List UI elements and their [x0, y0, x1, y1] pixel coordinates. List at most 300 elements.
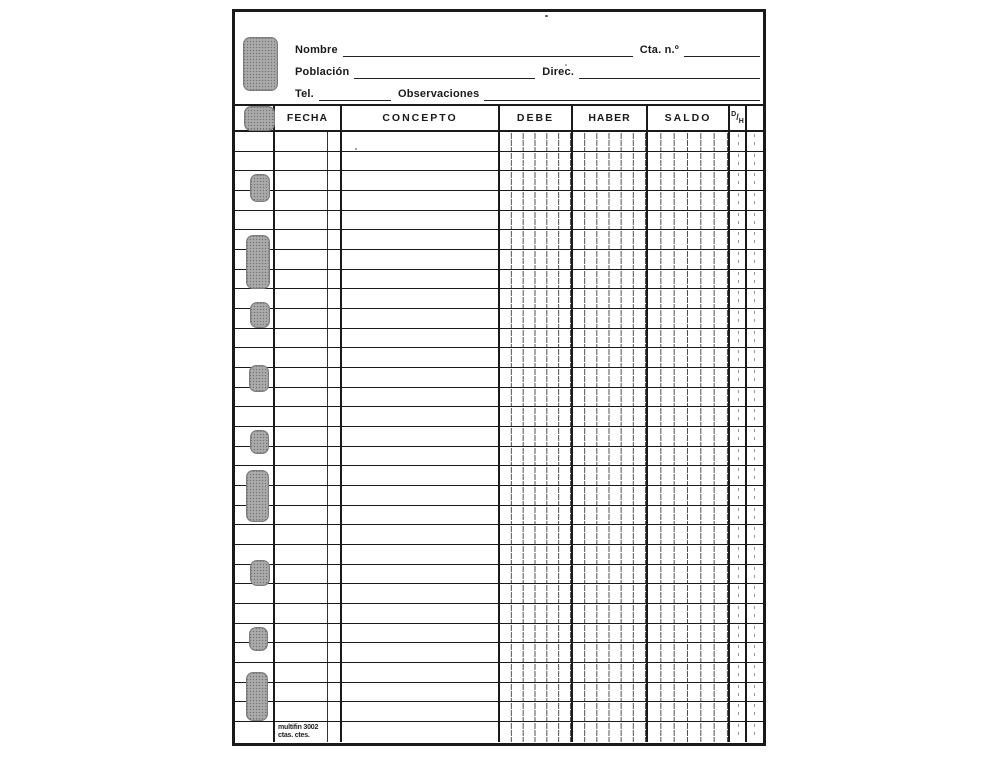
cell-debe	[500, 486, 573, 505]
ledger-row	[235, 545, 763, 565]
cell-hole	[235, 407, 275, 426]
cell-extra	[747, 702, 763, 721]
cell-debe	[500, 584, 573, 603]
ledger-row	[235, 663, 763, 683]
cell-dh	[730, 329, 747, 348]
cell-saldo	[648, 309, 730, 328]
dh-label	[731, 110, 744, 126]
cell-debe	[500, 565, 573, 584]
cell-fecha	[275, 604, 342, 623]
tel-field-line	[319, 88, 391, 101]
cell-fecha	[275, 270, 342, 289]
cell-saldo	[648, 211, 730, 230]
cell-dh	[730, 486, 747, 505]
cell-concepto	[342, 230, 500, 249]
cell-debe	[500, 545, 573, 564]
cell-fecha	[275, 250, 342, 269]
cell-concepto	[342, 329, 500, 348]
cell-fecha	[275, 309, 342, 328]
cell-extra	[747, 722, 763, 742]
cell-saldo	[648, 171, 730, 190]
footer-note-line1: multifin 3002	[278, 724, 319, 732]
cell-concepto	[342, 250, 500, 269]
cell-fecha	[275, 722, 342, 742]
cell-debe	[500, 466, 573, 485]
cell-hole	[235, 270, 275, 289]
cell-dh	[730, 309, 747, 328]
scan-speck	[355, 148, 357, 150]
cell-haber	[573, 506, 648, 525]
cell-haber	[573, 388, 648, 407]
cell-debe	[500, 270, 573, 289]
column-header-debe: DEBE	[500, 106, 573, 130]
cell-fecha	[275, 683, 342, 702]
column-header-fecha: FECHA	[275, 106, 342, 130]
cell-debe	[500, 250, 573, 269]
direc-label: Direc.	[542, 66, 575, 78]
cell-extra	[747, 132, 763, 151]
ledger-row	[235, 466, 763, 486]
cell-haber	[573, 250, 648, 269]
cell-debe	[500, 427, 573, 446]
cell-concepto	[342, 506, 500, 525]
cell-hole	[235, 447, 275, 466]
cell-dh	[730, 584, 747, 603]
ledger-row	[235, 211, 763, 231]
cell-extra	[747, 624, 763, 643]
cell-extra	[747, 171, 763, 190]
cell-debe	[500, 348, 573, 367]
ledger-row	[235, 152, 763, 172]
cell-fecha	[275, 624, 342, 643]
cell-fecha	[275, 427, 342, 446]
cell-hole	[235, 545, 275, 564]
ledger-body	[235, 132, 763, 743]
cell-dh	[730, 466, 747, 485]
cell-fecha	[275, 407, 342, 426]
ledger-row	[235, 624, 763, 644]
cell-extra	[747, 191, 763, 210]
cell-dh	[730, 132, 747, 151]
dh-slash: /	[736, 112, 739, 122]
cell-fecha	[275, 368, 342, 387]
cell-extra	[747, 289, 763, 308]
cell-concepto	[342, 643, 500, 662]
cell-hole	[235, 663, 275, 682]
cell-debe	[500, 171, 573, 190]
cell-saldo	[648, 447, 730, 466]
cell-concepto	[342, 447, 500, 466]
footer-note-line2: ctas. ctes.	[278, 731, 310, 739]
cell-haber	[573, 289, 648, 308]
cell-dh	[730, 663, 747, 682]
cell-concepto	[342, 132, 500, 151]
table-header-row	[235, 104, 763, 132]
cell-debe	[500, 525, 573, 544]
cell-saldo	[648, 604, 730, 623]
cell-haber	[573, 191, 648, 210]
scan-speck	[565, 64, 567, 66]
cell-fecha	[275, 329, 342, 348]
ledger-row	[235, 604, 763, 624]
cell-extra	[747, 250, 763, 269]
cell-debe	[500, 643, 573, 662]
direc-field-line	[579, 66, 760, 79]
ledger-row	[235, 486, 763, 506]
cell-concepto	[342, 702, 500, 721]
ledger-row	[235, 447, 763, 467]
cell-haber	[573, 702, 648, 721]
cell-haber	[573, 683, 648, 702]
cell-fecha	[275, 506, 342, 525]
cell-extra	[747, 230, 763, 249]
ledger-row	[235, 427, 763, 447]
cell-saldo	[648, 466, 730, 485]
cell-dh	[730, 388, 747, 407]
cell-fecha	[275, 663, 342, 682]
cell-hole	[235, 368, 275, 387]
cell-haber	[573, 329, 648, 348]
cell-hole	[235, 171, 275, 190]
cell-hole	[235, 624, 275, 643]
cell-hole	[235, 348, 275, 367]
cell-fecha	[275, 466, 342, 485]
cell-debe	[500, 702, 573, 721]
cell-concepto	[342, 545, 500, 564]
cell-fecha	[275, 152, 342, 171]
cell-saldo	[648, 152, 730, 171]
cell-extra	[747, 466, 763, 485]
cell-extra	[747, 329, 763, 348]
cell-debe	[500, 683, 573, 702]
ledger-row	[235, 388, 763, 408]
cta-field-line	[684, 44, 760, 57]
cell-saldo	[648, 329, 730, 348]
cell-haber	[573, 309, 648, 328]
ledger-row	[235, 683, 763, 703]
cell-extra	[747, 447, 763, 466]
cell-saldo	[648, 486, 730, 505]
cell-concepto	[342, 270, 500, 289]
cell-dh	[730, 525, 747, 544]
cell-haber	[573, 565, 648, 584]
cell-haber	[573, 427, 648, 446]
cell-debe	[500, 624, 573, 643]
cell-dh	[730, 250, 747, 269]
cell-extra	[747, 584, 763, 603]
cell-saldo	[648, 348, 730, 367]
cell-fecha	[275, 289, 342, 308]
observaciones-label: Observaciones	[397, 88, 480, 100]
cell-fecha	[275, 211, 342, 230]
cell-debe	[500, 132, 573, 151]
cell-extra	[747, 427, 763, 446]
cell-saldo	[648, 702, 730, 721]
cell-dh	[730, 270, 747, 289]
cell-hole	[235, 604, 275, 623]
cell-saldo	[648, 565, 730, 584]
cell-dh	[730, 702, 747, 721]
cell-debe	[500, 388, 573, 407]
ledger-sheet	[232, 9, 766, 746]
cell-concepto	[342, 152, 500, 171]
cell-hole	[235, 722, 275, 742]
cell-dh	[730, 643, 747, 662]
cell-debe	[500, 368, 573, 387]
header-row-nombre	[295, 41, 760, 57]
cell-fecha	[275, 230, 342, 249]
cell-hole	[235, 486, 275, 505]
cell-extra	[747, 152, 763, 171]
cell-hole	[235, 250, 275, 269]
cell-dh	[730, 427, 747, 446]
ledger-row	[235, 702, 763, 722]
ledger-row	[235, 171, 763, 191]
cell-concepto	[342, 309, 500, 328]
cell-hole	[235, 230, 275, 249]
cell-debe	[500, 329, 573, 348]
cell-hole	[235, 506, 275, 525]
cell-concepto	[342, 427, 500, 446]
cell-haber	[573, 604, 648, 623]
cell-haber	[573, 525, 648, 544]
column-header-concepto: CONCEPTO	[342, 106, 500, 130]
cell-concepto	[342, 525, 500, 544]
cell-saldo	[648, 191, 730, 210]
cell-dh	[730, 604, 747, 623]
cell-fecha	[275, 132, 342, 151]
ledger-row	[235, 270, 763, 290]
cell-saldo	[648, 506, 730, 525]
cell-haber	[573, 486, 648, 505]
cell-extra	[747, 663, 763, 682]
cell-haber	[573, 407, 648, 426]
cell-saldo	[648, 388, 730, 407]
cell-extra	[747, 309, 763, 328]
ledger-row	[235, 191, 763, 211]
cell-saldo	[648, 683, 730, 702]
cell-haber	[573, 132, 648, 151]
header-row-tel	[295, 85, 760, 101]
cell-extra	[747, 545, 763, 564]
cell-extra	[747, 565, 763, 584]
cell-concepto	[342, 604, 500, 623]
cell-saldo	[648, 584, 730, 603]
cell-concepto	[342, 211, 500, 230]
cell-debe	[500, 447, 573, 466]
cell-fecha	[275, 486, 342, 505]
cell-haber	[573, 624, 648, 643]
cell-concepto	[342, 722, 500, 742]
cell-fecha	[275, 643, 342, 662]
cell-extra	[747, 211, 763, 230]
ledger-row	[235, 506, 763, 526]
cell-dh	[730, 565, 747, 584]
ledger-row	[235, 309, 763, 329]
column-header-saldo: SALDO	[648, 106, 730, 130]
cell-hole	[235, 388, 275, 407]
dh-top: D	[731, 111, 737, 118]
poblacion-label: Población	[295, 66, 350, 78]
cell-haber	[573, 466, 648, 485]
cell-hole	[235, 191, 275, 210]
cell-extra	[747, 643, 763, 662]
cell-dh	[730, 171, 747, 190]
ledger-row	[235, 643, 763, 663]
cell-dh	[730, 289, 747, 308]
column-header-dh	[730, 106, 747, 130]
cell-fecha	[275, 545, 342, 564]
cell-debe	[500, 309, 573, 328]
cell-fecha	[275, 388, 342, 407]
cell-dh	[730, 624, 747, 643]
cell-fecha	[275, 171, 342, 190]
ledger-row	[235, 289, 763, 309]
nombre-label: Nombre	[295, 44, 338, 56]
cell-debe	[500, 407, 573, 426]
cell-saldo	[648, 132, 730, 151]
cell-dh	[730, 191, 747, 210]
cell-haber	[573, 584, 648, 603]
ledger-row	[235, 584, 763, 604]
ledger-row	[235, 348, 763, 368]
cell-extra	[747, 368, 763, 387]
cell-dh	[730, 506, 747, 525]
cell-haber	[573, 643, 648, 662]
cell-dh	[730, 211, 747, 230]
ledger-row	[235, 250, 763, 270]
cell-concepto	[342, 584, 500, 603]
cell-hole	[235, 584, 275, 603]
tel-label: Tel.	[295, 88, 314, 100]
cell-haber	[573, 447, 648, 466]
cell-saldo	[648, 545, 730, 564]
cell-debe	[500, 604, 573, 623]
cell-saldo	[648, 368, 730, 387]
ledger-row	[235, 565, 763, 585]
cell-haber	[573, 348, 648, 367]
cell-dh	[730, 348, 747, 367]
cell-concepto	[342, 289, 500, 308]
poblacion-field-line	[354, 66, 535, 79]
cell-hole	[235, 702, 275, 721]
cell-fecha	[275, 584, 342, 603]
cell-hole	[235, 152, 275, 171]
cell-saldo	[648, 289, 730, 308]
cell-concepto	[342, 348, 500, 367]
cell-hole	[235, 132, 275, 151]
cell-saldo	[648, 230, 730, 249]
scan-speck	[545, 15, 548, 17]
cell-concepto	[342, 624, 500, 643]
cell-concepto	[342, 486, 500, 505]
ledger-row	[235, 525, 763, 545]
cell-extra	[747, 388, 763, 407]
cell-saldo	[648, 427, 730, 446]
cell-concepto	[342, 565, 500, 584]
cell-fecha	[275, 348, 342, 367]
cell-concepto	[342, 191, 500, 210]
cell-dh	[730, 545, 747, 564]
cell-debe	[500, 191, 573, 210]
cell-concepto	[342, 663, 500, 682]
cell-fecha	[275, 447, 342, 466]
cell-hole	[235, 329, 275, 348]
cell-haber	[573, 663, 648, 682]
cell-saldo	[648, 624, 730, 643]
cell-haber	[573, 171, 648, 190]
cell-debe	[500, 663, 573, 682]
cell-saldo	[648, 270, 730, 289]
ledger-row	[235, 329, 763, 349]
cell-haber	[573, 211, 648, 230]
cell-hole	[235, 643, 275, 662]
observaciones-field-line	[484, 88, 760, 101]
cell-haber	[573, 722, 648, 742]
cell-concepto	[342, 466, 500, 485]
cell-hole	[235, 683, 275, 702]
nombre-field-line	[343, 44, 633, 57]
header-row-poblacion	[295, 63, 760, 79]
cell-extra	[747, 407, 763, 426]
cell-debe	[500, 230, 573, 249]
cell-concepto	[342, 171, 500, 190]
cell-debe	[500, 211, 573, 230]
cell-saldo	[648, 643, 730, 662]
cell-extra	[747, 604, 763, 623]
column-header-extra	[747, 106, 763, 130]
cell-dh	[730, 407, 747, 426]
cell-debe	[500, 152, 573, 171]
cell-fecha	[275, 702, 342, 721]
cell-concepto	[342, 388, 500, 407]
cell-haber	[573, 368, 648, 387]
cell-dh	[730, 368, 747, 387]
cell-haber	[573, 545, 648, 564]
cell-extra	[747, 506, 763, 525]
column-header-haber: HABER	[573, 106, 648, 130]
cell-extra	[747, 348, 763, 367]
cell-haber	[573, 270, 648, 289]
cell-hole	[235, 427, 275, 446]
cell-fecha	[275, 565, 342, 584]
ledger-row	[235, 230, 763, 250]
cell-dh	[730, 683, 747, 702]
cell-dh	[730, 447, 747, 466]
dh-bottom: H	[738, 118, 744, 125]
cell-dh	[730, 152, 747, 171]
cell-debe	[500, 506, 573, 525]
cell-debe	[500, 722, 573, 742]
cell-saldo	[648, 525, 730, 544]
ledger-row	[235, 368, 763, 388]
ledger-row	[235, 722, 763, 742]
cell-dh	[730, 230, 747, 249]
form-header	[235, 12, 763, 104]
cell-dh	[730, 722, 747, 742]
cell-extra	[747, 683, 763, 702]
ledger-row	[235, 132, 763, 152]
cell-saldo	[648, 250, 730, 269]
cell-debe	[500, 289, 573, 308]
cell-haber	[573, 152, 648, 171]
cell-haber	[573, 230, 648, 249]
ledger-row	[235, 407, 763, 427]
cell-hole	[235, 525, 275, 544]
cell-hole	[235, 565, 275, 584]
cell-hole	[235, 309, 275, 328]
cta-label: Cta. n.º	[639, 44, 679, 56]
